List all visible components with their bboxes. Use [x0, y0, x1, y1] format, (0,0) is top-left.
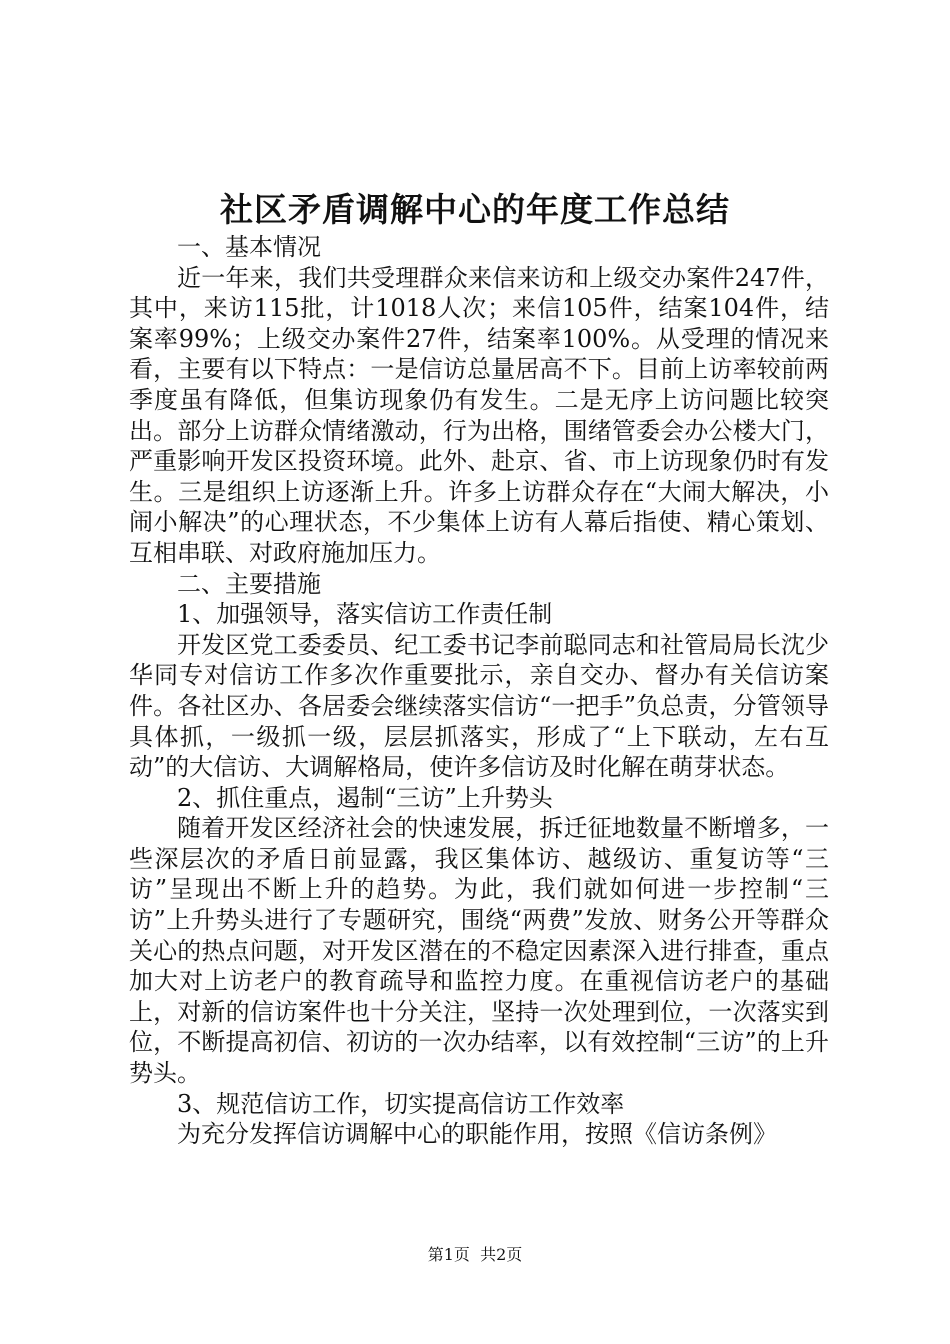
section-heading: 一、基本情况: [177, 233, 321, 261]
body-paragraph: 近一年来，我们共受理群众来信来访和上级交办案件247件，其中，来访115批，计1018人次；来信105件，结案104件，结案率99%；上级交办案件27件，结案率100%。从受理的情况来看，主要有以下特点：一是信访总量居高不下。目前上访率较前两季度虽有降低，但集访现象仍有发生。二是无序上访问题比较突出。部分上访群众情绪激动，行为出格，围绪管委会办公楼大门，严重影响开发区投资环境。此外、赴京、省、市上访现象仍时有发生。三是组织上访逐渐上升。许多上访群众存在“大闹大解决，小闹小解决”的心理状态，不少集体上访有人幕后指使、精心策划、互相串联、对政府施加压力。: [129, 263, 829, 567]
page-footer: 第1页 共2页: [427, 1245, 523, 1264]
body-paragraph: 开发区党工委委员、纪工委书记李前聪同志和社管局局长沈少华同专对信访工作多次作重要批示，亲自交办、督办有关信访案件。各社区办、各居委会继续落实信访“一把手”负总责，分管领导具体抓，一级抓一级，层层抓落实，形成了“上下联动，左右互动”的大信访、大调解格局，使许多信访及时化解在萌芽状态。: [129, 630, 829, 782]
body-paragraph: 随着开发区经济社会的快速发展，拆迁征地数量不断增多，一些深层次的矛盾日前显露，我区集体访、越级访、重复访等“三访”呈现出不断上升的趋势。为此，我们就如何进一步控制“三访”上升势头进行了专题研究，围绕“两费”发放、财务公开等群众关心的热点问题，对开发区潜在的不稳定因素深入进行排查，重点加大对上访老户的教育疏导和监控力度。在重视信访老户的基础上，对新的信访案件也十分关注，坚持一次处理到位，一次落实到位，不断提高初信、初访的一次办结率，以有效控制“三访”的上升势头。: [129, 814, 829, 1088]
document-body: [129, 232, 829, 1150]
subsection-heading: 3、规范信访工作，切实提高信访工作效率: [177, 1089, 625, 1118]
document-title: 社区矛盾调解中心的年度工作总结: [220, 190, 730, 229]
body-paragraph: 为充分发挥信访调解中心的职能作用，按照《信访条例》: [177, 1120, 777, 1149]
subsection-heading: 1、加强领导，落实信访工作责任制: [177, 600, 553, 629]
section-heading: 二、主要措施: [177, 569, 321, 598]
subsection-heading: 2、抓住重点，遏制“三访”上升势头: [177, 783, 553, 812]
